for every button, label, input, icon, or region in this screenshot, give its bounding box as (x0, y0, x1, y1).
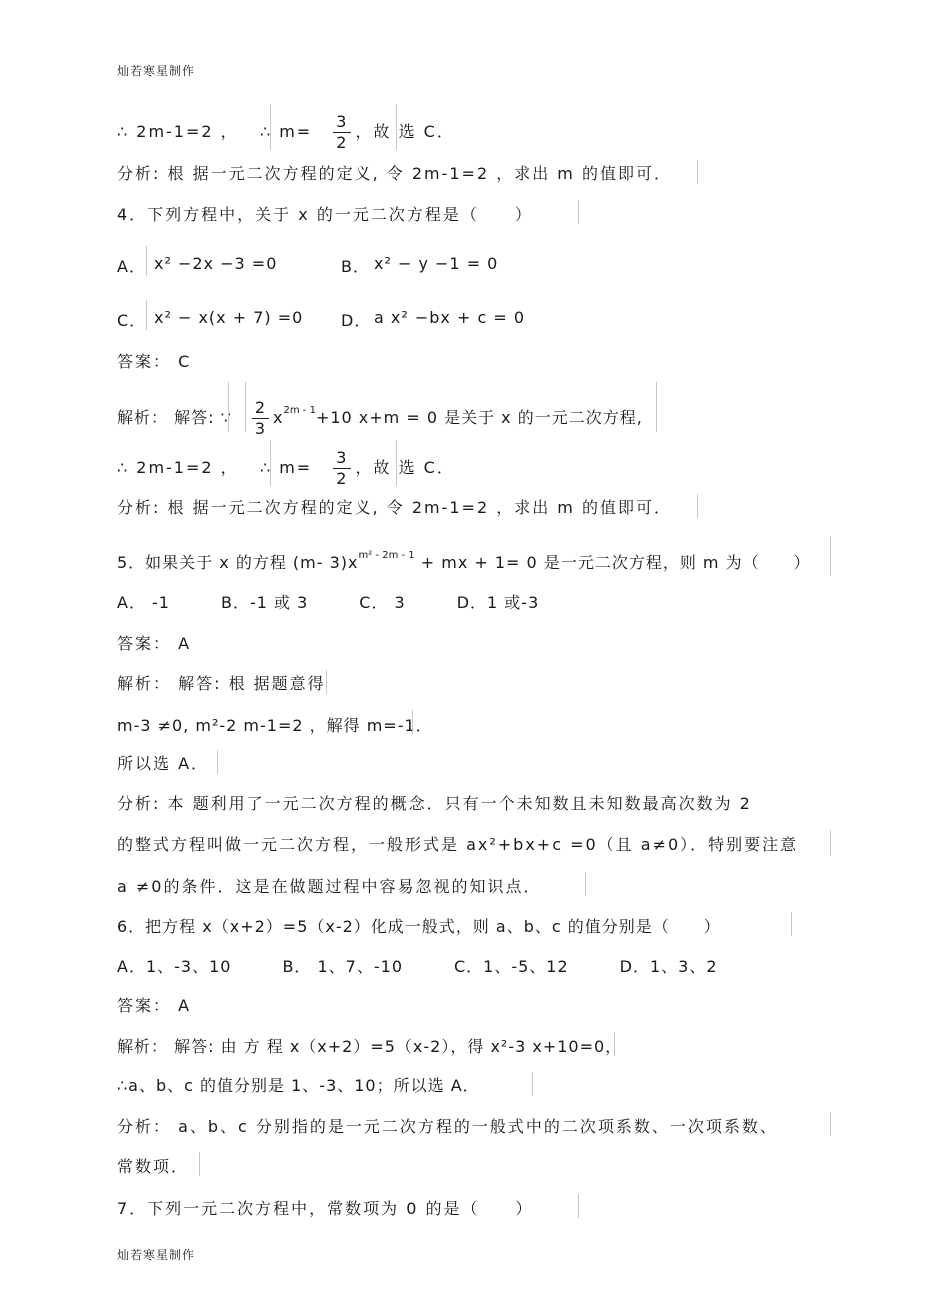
q6-solution: 解析： 解答: 由 方 程 x（x+2）=5（x-2），得 x²-3 x+10=0， (117, 1037, 623, 1056)
q5-stem-end: + mx + 1= 0 是一元二次方程，则 m 为（ ） (420, 553, 811, 572)
q4-answer: 答案： C (117, 352, 192, 371)
q4-solution-prefix: 解析： 解答: ∵ (117, 408, 232, 427)
q4-solution-tail: +10 x+m = 0 是关于 x 的一元二次方程, (315, 408, 643, 427)
condition-line (117, 112, 455, 153)
q6-analysis-2: 常数项． (117, 1157, 190, 1176)
q5-solution: 解析： 解答: 根 据题意得 (117, 674, 326, 693)
fraction (333, 112, 351, 153)
q6-solution-2: ∴a、b、c 的值分别是 1、-3、10；所以选 A． (117, 1076, 480, 1095)
q4-option-c-label: C． (117, 311, 147, 330)
fraction (333, 448, 351, 489)
q4-option-a-label: A． (117, 257, 146, 276)
q4-solution-exponent: 2m - 1 (283, 405, 316, 416)
q5-analysis-1: 分析: 本 题利用了一元二次方程的概念．只有一个未知数且未知数最高次数为 2 (117, 794, 752, 813)
q4-option-d-label: D． (341, 311, 372, 330)
question-4-stem: 4．下列方程中，关于 x 的一元二次方程是（ ） (117, 205, 533, 224)
q4-option-a: x² −2x −3 =0 (154, 254, 278, 273)
q6-answer: 答案： A (117, 996, 192, 1015)
question-6-stem: 6．把方程 x（x+2）=5（x-2）化成一般式，则 a、b、c 的值分别是（ ） (117, 917, 721, 936)
q5-solution-detail: m-3 ≠0, m²-2 m-1=2 ，解得 m=-1． (117, 716, 433, 735)
fraction-denominator: 2 (336, 469, 349, 488)
analysis-text: 分析: 根 据一元二次方程的定义, 令 2m-1=2 ，求出 m 的值即可． (117, 164, 672, 183)
q5-answer: 答案： A (117, 634, 192, 653)
q6-analysis-1: 分析： a、b、c 分别指的是一元二次方程的一般式中的二次项系数、一次项系数、 (117, 1117, 778, 1136)
q4-option-b: x² − y −1 = 0 (374, 254, 499, 273)
page-footer: 灿若寒星制作 (117, 1248, 196, 1262)
q4-solution-variable: x (273, 408, 284, 427)
fraction-denominator: 2 (336, 133, 349, 152)
fraction-denominator: 3 (254, 419, 267, 438)
fraction-numerator: 2 (252, 398, 269, 419)
q5-stem-exponent: m² - 2m - 1 (358, 550, 415, 561)
condition-b: ∴ m= (259, 458, 313, 477)
q5-analysis-2: 的整式方程叫做一元二次方程，一般形式是 ax²+bx+c =0（且 a≠0）．特别要注意 (117, 835, 799, 854)
conclusion: ，故 选 C． (355, 458, 455, 477)
q5-stem-start: 5．如果关于 x 的方程 (m- 3)x (117, 553, 359, 572)
question-5-stem (117, 550, 811, 576)
question-7-stem: 7．下列一元二次方程中，常数项为 0 的是（ ） (117, 1199, 534, 1218)
q4-option-d: a x² −bx + c = 0 (374, 308, 526, 327)
q4-solution-fraction (252, 398, 269, 439)
q4-option-c: x² − x(x + 7) =0 (154, 308, 304, 327)
q4-option-b-label: B． (341, 257, 370, 276)
q4-solution-line (117, 398, 643, 439)
page-header: 灿若寒星制作 (117, 64, 196, 78)
fraction-numerator: 3 (333, 448, 351, 469)
q4-condition-line (117, 448, 455, 489)
condition-b: ∴ m= (259, 122, 313, 141)
fraction-numerator: 3 (333, 112, 351, 133)
condition-a: ∴ 2m-1=2 ， (117, 458, 239, 477)
q6-options: A．1、-3、10 B． 1、7、-10 C．1、-5、12 D．1、3、2 (117, 957, 718, 976)
conclusion: ，故 选 C． (355, 122, 455, 141)
q4-analysis: 分析: 根 据一元二次方程的定义, 令 2m-1=2 ，求出 m 的值即可． (117, 498, 672, 517)
condition-a: ∴ 2m-1=2 ， (117, 122, 239, 141)
q5-solution-choice: 所以选 A． (117, 754, 210, 773)
q5-options: A． -1 B．-1 或 3 C． 3 D．1 或-3 (117, 593, 540, 612)
q5-analysis-3: a ≠0的条件．这是在做题过程中容易忽视的知识点． (117, 877, 542, 896)
